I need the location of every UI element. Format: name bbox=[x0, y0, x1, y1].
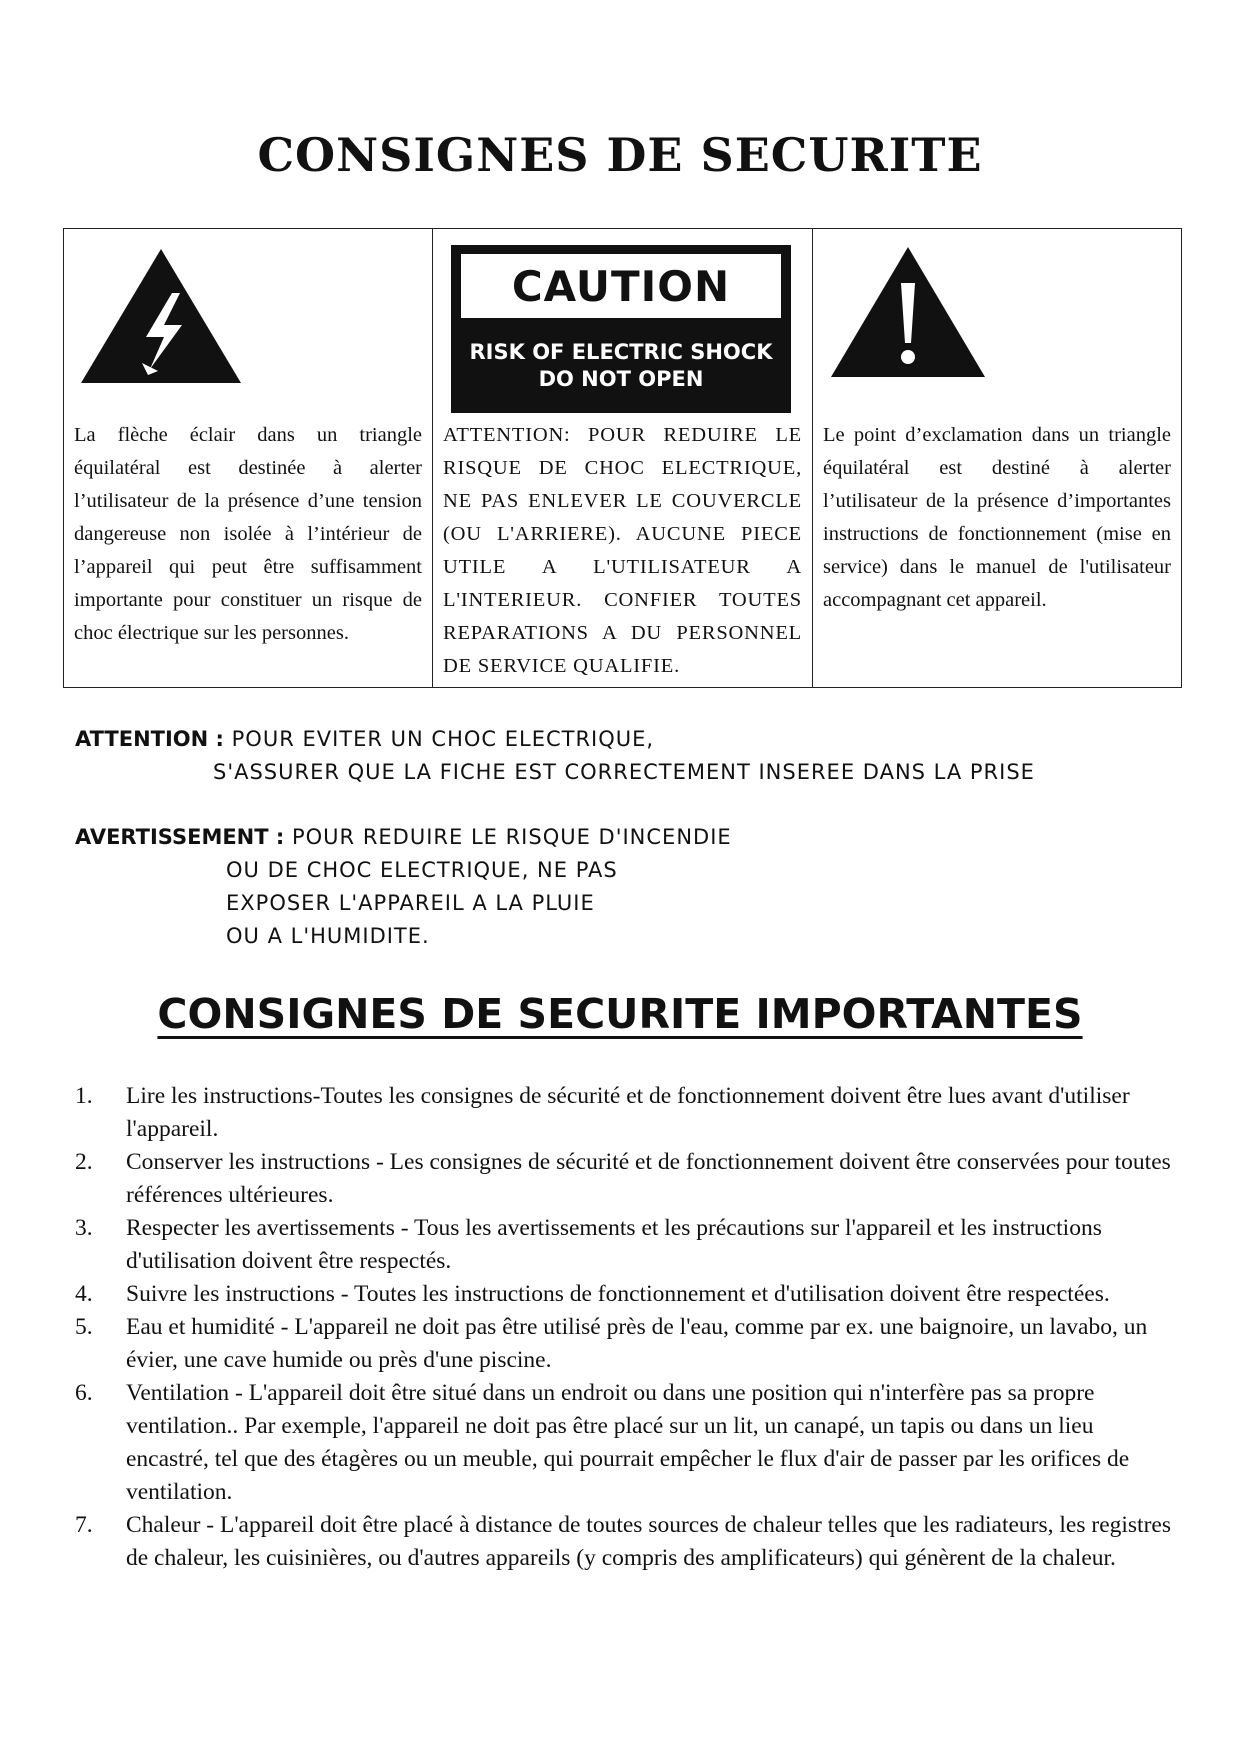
section-title: CONSIGNES DE SECURITE IMPORTANTES bbox=[157, 990, 1083, 1038]
avertissement-notice bbox=[75, 821, 732, 953]
safety-symbols-table bbox=[63, 228, 1182, 688]
caution-description: ATTENTION: POUR REDUIRE LE RISQUE DE CHOC ELECTRIQUE, NE PAS ENLEVER LE COUVERCLE (OU L'ARRIERE). AUCUNE PIECE UTILE A L'UTILISATEUR A L'INTERIEUR. CONFIER TOUTES REPARATIONS A DU PERSONNEL DE SERVICE QUALIFIE. bbox=[443, 424, 802, 677]
attention-notice bbox=[75, 723, 1035, 789]
list-item: 6. Ventilation - L'appareil doit être situé dans un endroit ou dans une position qui n'interfère pas sa propre ventilation.. Par exemple, l'appareil ne doit pas être placé sur un lit, un canapé, un tapis ou dans un lieu encastré, tel que des étagères ou un meuble, qui pourrait empêcher le flux d'air de passer par les orifices de ventilation. bbox=[75, 1380, 1130, 1505]
avertissement-line-1: POUR REDUIRE LE RISQUE D'INCENDIE bbox=[291, 825, 732, 849]
lightning-cell bbox=[64, 229, 433, 688]
avertissement-line-2: OU DE CHOC ELECTRIQUE, NE PAS bbox=[226, 858, 618, 882]
lightning-description: La flèche éclair dans un triangle équilatéral est destinée à alerter l’utilisateur de la présence d’une tension dangereuse non isolée à l’intérieur de l’appareil qui peut être suffisamment importante pour constituer un risque de choc électrique sur les personnes. bbox=[74, 424, 422, 644]
list-item: 1. Lire les instructions-Toutes les consignes de sécurité et de fonctionnement doivent être lues avant d'utiliser l'appareil. bbox=[75, 1083, 1130, 1142]
caution-cell bbox=[433, 229, 813, 688]
exclamation-triangle-icon bbox=[823, 239, 1003, 389]
exclamation-cell bbox=[813, 229, 1182, 688]
avertissement-label: AVERTISSEMENT : bbox=[75, 825, 285, 849]
list-item: 7. Chaleur - L'appareil doit être placé à distance de toutes sources de chaleur telles que les radiateurs, les registres de chaleur, les cuisinières, ou d'autres appareils (y compris des amplificateurs) qui génèrent de la chaleur. bbox=[75, 1512, 1171, 1571]
avertissement-line-3: EXPOSER L'APPAREIL A LA PLUIE bbox=[226, 891, 595, 915]
attention-line-1: POUR EVITER UN CHOC ELECTRIQUE, bbox=[231, 727, 655, 751]
attention-line-2: S'ASSURER QUE LA FICHE EST CORRECTEMENT INSEREE DANS LA PRISE bbox=[213, 760, 1035, 784]
list-item: 3. Respecter les avertissements - Tous les avertissements et les précautions sur l'appareil et les instructions d'utilisation doivent être respectés. bbox=[75, 1215, 1102, 1274]
caution-line-2: DO NOT OPEN bbox=[538, 367, 704, 391]
list-item: 5. Eau et humidité - L'appareil ne doit pas être utilisé près de l'eau, comme par ex. une baignoire, un lavabo, un évier, une cave humide ou près d'une piscine. bbox=[75, 1314, 1148, 1373]
instructions-list bbox=[75, 1080, 1175, 1575]
attention-label: ATTENTION : bbox=[75, 727, 224, 751]
exclamation-description: Le point d’exclamation dans un triangle équilatéral est destiné à alerter l’utilisateur de la présence d’importantes instructions de fonctionnement (mise en service) dans le manuel de l'utilisateur accompagnant cet appareil. bbox=[823, 424, 1171, 611]
caution-heading: CAUTION bbox=[461, 254, 781, 318]
lightning-triangle-icon bbox=[76, 241, 276, 391]
list-item: 2. Conserver les instructions - Les consignes de sécurité et de fonctionnement doivent être conservées pour toutes références ultérieures. bbox=[75, 1149, 1171, 1208]
caution-line-1: RISK OF ELECTRIC SHOCK bbox=[469, 340, 773, 364]
caution-label bbox=[451, 245, 791, 413]
list-item: 4. Suivre les instructions - Toutes les instructions de fonctionnement et d'utilisation doivent être respectées. bbox=[75, 1281, 1110, 1307]
page-title: CONSIGNES DE SECURITE bbox=[257, 128, 983, 182]
avertissement-line-4: OU A L'HUMIDITE. bbox=[226, 924, 430, 948]
